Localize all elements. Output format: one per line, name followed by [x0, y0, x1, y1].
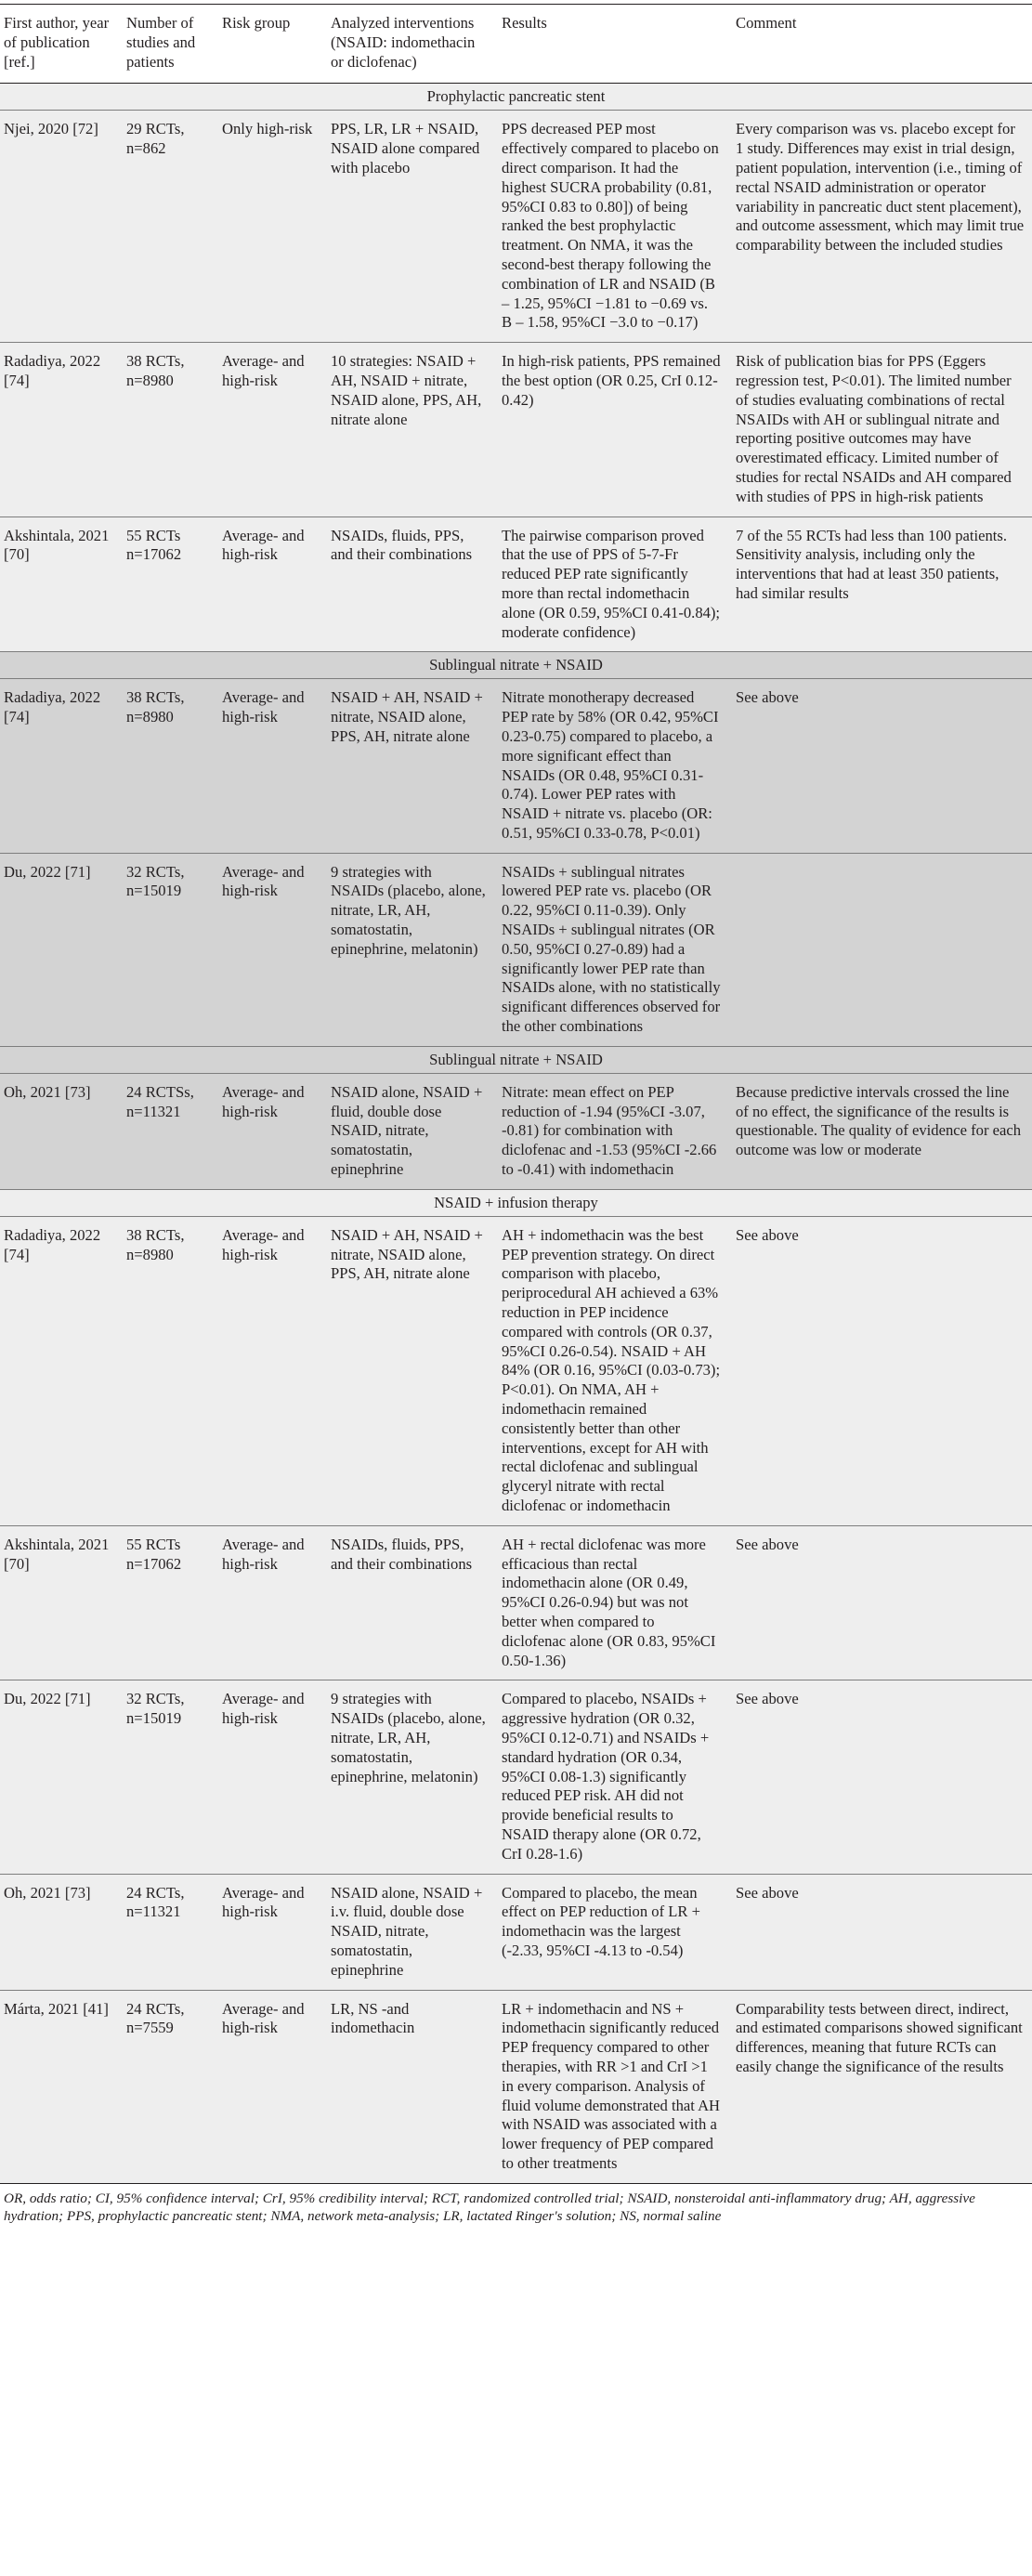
cell-risk: Average- and high-risk	[215, 343, 323, 517]
cell-results: Compared to placebo, NSAIDs + aggressive hydration (OR 0.32, 95%CI 0.12-0.71) and NSAIDs + standard hydration (OR 0.34, 95%CI 0.08-1.3) significantly reduced PEP risk. AH did not provide beneficial results to NSAID therapy alone (OR 0.72, CrI 0.28-1.6)	[494, 1680, 728, 1874]
table-row	[0, 1874, 1032, 1990]
cell-risk: Average- and high-risk	[215, 1525, 323, 1680]
cell-author: Akshintala, 2021 [70]	[0, 1525, 119, 1680]
cell-comment: See above	[728, 679, 1032, 853]
cell-studies: 32 RCTs, n=15019	[119, 853, 215, 1046]
cell-results: Nitrate monotherapy decreased PEP rate by 58% (OR 0.42, 95%CI 0.23-0.75) compared to placebo, a more significant effect than NSAIDs (OR 0.48, 95%CI 0.31-0.74). Lower PEP rates with NSAID + nitrate vs. placebo (OR: 0.51, 95%CI 0.33-0.78, P<0.01)	[494, 679, 728, 853]
cell-studies: 38 RCTs, n=8980	[119, 1216, 215, 1525]
cell-interventions: NSAID + AH, NSAID + nitrate, NSAID alone, PPS, AH, nitrate alone	[323, 1216, 494, 1525]
cell-interventions: NSAIDs, fluids, PPS, and their combinations	[323, 517, 494, 652]
cell-comment: Risk of publication bias for PPS (Eggers regression test, P<0.01). The limited number of studies evaluating combinations of rectal NSAIDs with AH or sublingual nitrate and reporting positive outcomes may have overestimated efficacy. Limited number of studies for rectal NSAIDs and AH compared with studies of PPS in high-risk patients	[728, 343, 1032, 517]
header-comment: Comment	[736, 14, 797, 32]
section-infusion-therapy	[0, 1189, 1032, 2183]
table-row	[0, 1073, 1032, 1189]
table-header	[0, 5, 1032, 84]
cell-studies: 29 RCTs, n=862	[119, 111, 215, 343]
cell-comment: Comparability tests between direct, indirect, and estimated comparisons showed significant differences, meaning that future RCTs can easily change the significance of the results	[728, 1990, 1032, 2183]
meta-analysis-table	[0, 4, 1032, 2184]
cell-interventions: NSAID alone, NSAID + i.v. fluid, double dose NSAID, nitrate, somatostatin, epinephrine	[323, 1874, 494, 1990]
cell-studies: 24 RCTs, n=11321	[119, 1874, 215, 1990]
cell-results: In high-risk patients, PPS remained the best option (OR 0.25, CrI 0.12-0.42)	[494, 343, 728, 517]
cell-author: Oh, 2021 [73]	[0, 1073, 119, 1189]
table-row	[0, 343, 1032, 517]
cell-risk: Only high-risk	[215, 111, 323, 343]
cell-interventions: 10 strategies: NSAID + AH, NSAID + nitrate, NSAID alone, PPS, AH, nitrate alone	[323, 343, 494, 517]
section-title: Sublingual nitrate + NSAID	[0, 1046, 1032, 1073]
cell-results: Compared to placebo, the mean effect on PEP reduction of LR + indomethacin was the largest (-2.33, 95%CI -4.13 to -0.54)	[494, 1874, 728, 1990]
cell-results: AH + indomethacin was the best PEP prevention strategy. On direct comparison with placebo, periprocedural AH achieved a 63% reduction in PEP incidence compared with controls (OR 0.37, 95%CI 0.26-0.54). NSAID + AH 84% (OR 0.16, 95%CI (0.03-0.73); P<0.01). On NMA, AH + indomethacin remained consistently better than other interventions, except for AH with rectal diclofenac and sublingual glyceryl nitrate with rectal diclofenac or indomethacin	[494, 1216, 728, 1525]
cell-comment: 7 of the 55 RCTs had less than 100 patients. Sensitivity analysis, including only the interventions that had at least 350 patients, had similar results	[728, 517, 1032, 652]
cell-studies: 55 RCTs n=17062	[119, 1525, 215, 1680]
cell-author: Du, 2022 [71]	[0, 853, 119, 1046]
cell-comment	[728, 853, 1032, 1046]
cell-risk: Average- and high-risk	[215, 679, 323, 853]
table-footnote: OR, odds ratio; CI, 95% confidence interval; CrI, 95% credibility interval; RCT, randomized controlled trial; NSAID, nonsteroidal anti-inflammatory drug; AH, aggressive hydration; PPS, prophylactic pancreatic stent; NMA, network meta-analysis; LR, lactated Ringer's solution; NS, normal saline	[4, 2190, 975, 2225]
header-risk-group: Risk group	[222, 14, 291, 32]
header-studies: Number of studies and patients	[126, 14, 196, 71]
table-row	[0, 111, 1032, 343]
table-row	[0, 1680, 1032, 1874]
cell-author: Radadiya, 2022 [74]	[0, 343, 119, 517]
cell-risk: Average- and high-risk	[215, 1680, 323, 1874]
section-prophylactic-stent	[0, 84, 1032, 652]
cell-results: NSAIDs + sublingual nitrates lowered PEP rate vs. placebo (OR 0.22, 95%CI 0.11-0.39). Only NSAIDs + sublingual nitrates (OR 0.50, 95%CI 0.27-0.89) had a significantly lower PEP rate than NSAIDs alone, with no statistically significant differences observed for the other combinations	[494, 853, 728, 1046]
cell-risk: Average- and high-risk	[215, 517, 323, 652]
table-row	[0, 1216, 1032, 1525]
cell-comment: See above	[728, 1216, 1032, 1525]
cell-comment: Because predictive intervals crossed the line of no effect, the significance of the results is questionable. The quality of evidence for each outcome was low or moderate	[728, 1073, 1032, 1189]
cell-author: Oh, 2021 [73]	[0, 1874, 119, 1990]
section-title: Sublingual nitrate + NSAID	[0, 652, 1032, 679]
table-row	[0, 1990, 1032, 2183]
cell-studies: 32 RCTs, n=15019	[119, 1680, 215, 1874]
cell-interventions: NSAID + AH, NSAID + nitrate, NSAID alone, PPS, AH, nitrate alone	[323, 679, 494, 853]
cell-interventions: 9 strategies with NSAIDs (placebo, alone, nitrate, LR, AH, somatostatin, epinephrine, melatonin)	[323, 853, 494, 1046]
table-row	[0, 679, 1032, 853]
cell-results: LR + indomethacin and NS + indomethacin significantly reduced PEP frequency compared to other therapies, with RR >1 and CrI >1 in every comparison. Analysis of fluid volume demonstrated that AH with NSAID was associated with a lower frequency of PEP compared to other treatments	[494, 1990, 728, 2183]
cell-comment: See above	[728, 1874, 1032, 1990]
cell-studies: 55 RCTs n=17062	[119, 517, 215, 652]
cell-author: Márta, 2021 [41]	[0, 1990, 119, 2183]
section-title: Prophylactic pancreatic stent	[0, 84, 1032, 111]
cell-studies: 38 RCTs, n=8980	[119, 679, 215, 853]
table-row	[0, 853, 1032, 1046]
header-results: Results	[502, 14, 547, 32]
cell-results: AH + rectal diclofenac was more efficacious than rectal indomethacin alone (OR 0.49, 95%CI 0.26-0.94) but was not better when compared to diclofenac alone (OR 0.83, 95%CI 0.50-1.36)	[494, 1525, 728, 1680]
cell-comment: See above	[728, 1680, 1032, 1874]
header-interventions: Analyzed interventions (NSAID: indomethacin or diclofenac)	[331, 14, 476, 71]
header-author: First author, year of publication [ref.]	[4, 14, 110, 71]
cell-interventions: PPS, LR, LR + NSAID, NSAID alone compared with placebo	[323, 111, 494, 343]
section-title: NSAID + infusion therapy	[0, 1189, 1032, 1216]
cell-results: The pairwise comparison proved that the use of PPS of 5-7-Fr reduced PEP rate significantly more than rectal indomethacin alone (OR 0.59, 95%CI 0.41-0.84); moderate confidence)	[494, 517, 728, 652]
cell-risk: Average- and high-risk	[215, 1073, 323, 1189]
table-row	[0, 517, 1032, 652]
cell-interventions: NSAID alone, NSAID + fluid, double dose NSAID, nitrate, somatostatin, epinephrine	[323, 1073, 494, 1189]
cell-risk: Average- and high-risk	[215, 1990, 323, 2183]
cell-studies: 24 RCTs, n=7559	[119, 1990, 215, 2183]
cell-author: Du, 2022 [71]	[0, 1680, 119, 1874]
cell-risk: Average- and high-risk	[215, 1874, 323, 1990]
section-sublingual-nitrate-2	[0, 1046, 1032, 1189]
table-row	[0, 1525, 1032, 1680]
cell-comment: Every comparison was vs. placebo except for 1 study. Differences may exist in trial design, patient population, intervention (i.e., timing of rectal NSAID administration or operator variability in pancreatic duct stent placement), and outcome assessment, which may limit true comparability between the included studies	[728, 111, 1032, 343]
cell-results: Nitrate: mean effect on PEP reduction of -1.94 (95%CI -3.07, -0.81) for combination with diclofenac and -1.53 (95%CI -2.66 to -0.41) with indomethacin	[494, 1073, 728, 1189]
cell-studies: 38 RCTs, n=8980	[119, 343, 215, 517]
cell-studies: 24 RCTSs, n=11321	[119, 1073, 215, 1189]
cell-author: Akshintala, 2021 [70]	[0, 517, 119, 652]
cell-interventions: NSAIDs, fluids, PPS, and their combinations	[323, 1525, 494, 1680]
cell-comment: See above	[728, 1525, 1032, 1680]
cell-author: Radadiya, 2022 [74]	[0, 1216, 119, 1525]
cell-results: PPS decreased PEP most effectively compared to placebo on direct comparison. It had the highest SUCRA probability (0.81, 95%CI 0.83 to 0.80]) of being ranked the best prophylactic treatment. On NMA, it was the second-best therapy following the combination of LR and NSAID (B – 1.25, 95%CI −1.81 to −0.69 vs. B – 1.58, 95%CI −3.0 to −0.17)	[494, 111, 728, 343]
cell-interventions: LR, NS -and indomethacin	[323, 1990, 494, 2183]
cell-author: Njei, 2020 [72]	[0, 111, 119, 343]
cell-risk: Average- and high-risk	[215, 853, 323, 1046]
section-sublingual-nitrate	[0, 652, 1032, 1047]
cell-risk: Average- and high-risk	[215, 1216, 323, 1525]
cell-interventions: 9 strategies with NSAIDs (placebo, alone, nitrate, LR, AH, somatostatin, epinephrine, melatonin)	[323, 1680, 494, 1874]
cell-author: Radadiya, 2022 [74]	[0, 679, 119, 853]
